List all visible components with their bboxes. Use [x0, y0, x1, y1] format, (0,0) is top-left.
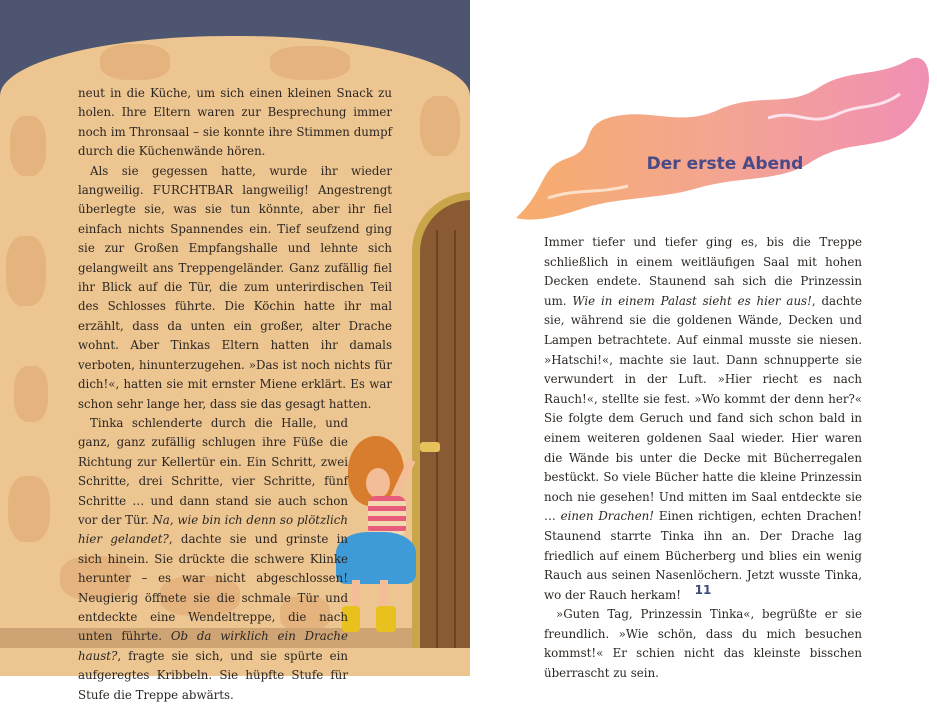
right-page-text	[544, 233, 862, 684]
paragraph: Als sie gegessen hatte, wurde ihr wieder langweilig. FURCHTBAR langweilig! Angestrengt überlegte sie, was sie tun könnte, aber ihr fiel einfach nichts Spannendes ein. Tief seufzend ging sie zur Großen Empfangshalle und lehnte sich gelangweilt ans Treppengeländer. Ganz zufällig fiel ihr Blick auf die Tür, die zum unterirdischen Teil des Schlosses führte. Die Köchin hatte ihr mal erzählt, dass da unten ein großer, alter Drache wohnt. Aber Tinkas Eltern hatten ihr damals verboten, hinunterzugehen. »Das ist noch nichts für dich!«, hatten sie mit ernster Miene erklärt. Es war schon sehr lange her, dass sie das gesagt hatten.	[78, 163, 392, 411]
paragraph: Immer tiefer und tiefer ging es, bis die Treppe schließlich in einem weitläufigen Saal mit hohen Decken endete. Staunend sah sich die Prinzessin um. Wie in einem Palast sieht es hier aus!, dachte sie, während sie die goldenen Wände, Decken und Lampen betrachtete. Auf einmal musste sie niesen. »Hatschi!«, machte sie laut. Dann schnupperte sie verwundert in der Luft. »Hier riecht es nach Rauch!«, stellte sie fest. »Wo kommt der denn her?« Sie folgte dem Geruch und fand sich schon bald in einem weiteren goldenen Saal wieder. Hier waren die Wände bis unter die Decke mit Bücherregalen bestückt. So viele Bücher hatte die kleine Prinzessin noch nie gesehen! Und mitten im Saal entdeckte sie … einen Drachen! Einen richtigen, echten Drachen! Staunend starrte Tinka ihn an. Der Drache lag friedlich auf einem Bücherberg und blies ein wenig Rauch aus seinen Nasenlöchern. Jetzt wusste Tinka, wo der Rauch herkam!	[544, 235, 862, 602]
chapter-banner-smoke	[508, 48, 934, 224]
door-handle-illustration	[420, 442, 440, 452]
right-page	[470, 0, 937, 681]
paragraph: Tinka schlenderte durch die Halle, und ganz, ganz zufällig schlugen ihre Füße die Richtung zur Kellertür ein. Ein Schritt, zwei Schritte, drei Schritte, vier Schritte, fünf Schritte … und dann stand sie auch schon vor der Tür. Na, wie bin ich denn so plötzlich hier gelandet?, dachte sie und grinste in sich hinein. Sie drückte die schwere Klinke herunter – es war nicht abgeschlossen! Neugierig öffnete sie die schmale Tür und entdeckte eine Wendeltreppe, die nach unten führte. Ob da wirklich ein Drache haust?, fragte sie sich, und sie spürte ein aufgeregtes Kribbeln. Sie hüpfte Stufe für Stufe die Treppe abwärts.	[78, 415, 348, 702]
page-number: 11	[694, 583, 712, 597]
cellar-door-illustration	[412, 192, 472, 648]
paragraph: »Guten Tag, Prinzessin Tinka«, begrüßte er sie freundlich. »Wie schön, dass du mich besuchen kommst!« Er schien nicht das kleinste bisschen überrascht zu sein.	[544, 607, 862, 681]
left-page-text	[78, 84, 392, 705]
paragraph: neut in die Küche, um sich einen kleinen Snack zu holen. Ihre Eltern waren zur Besprechung immer noch im Thronsaal – sie konnte ihre Stimmen dumpf durch die Küchenwände hören.	[78, 86, 392, 159]
left-page	[0, 0, 470, 702]
chapter-title: Der erste Abend	[646, 154, 804, 174]
